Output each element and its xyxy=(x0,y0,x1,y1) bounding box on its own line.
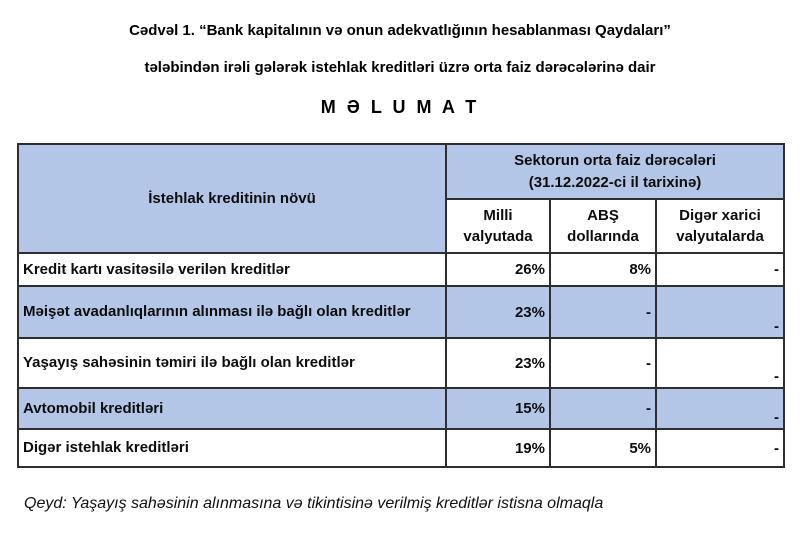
usd-value-cell: - xyxy=(550,388,656,429)
milli-value-cell: 23% xyxy=(446,338,550,388)
other-value-cell: - xyxy=(656,429,784,467)
table-row xyxy=(18,429,784,467)
usd-value-cell: 8% xyxy=(550,253,656,286)
footnote: Qeyd: Yaşayış sahəsinin alınmasına və tikintisinə verilmiş kreditlər istisna olmaqla xyxy=(24,495,604,512)
document-title xyxy=(27,12,773,86)
table-row xyxy=(18,388,784,429)
group-header-cell xyxy=(446,144,784,199)
group-header-line1: Sektorun orta faiz dərəcələri xyxy=(514,151,716,169)
other-value-cell: - xyxy=(656,338,784,388)
document-title-line1: Cədvəl 1. “Bank kapitalının və onun adekvatlığının hesablanması Qaydaları” xyxy=(129,22,671,39)
table-row xyxy=(18,338,784,388)
type-column-header-cell: İstehlak kreditinin növü xyxy=(18,144,446,253)
subheader-usd: ABŞ dollarında xyxy=(550,199,656,253)
subheader-national-currency: Milli valyutada xyxy=(446,199,550,253)
usd-value-cell: - xyxy=(550,338,656,388)
table-header-row-group xyxy=(18,144,784,199)
milli-value-cell: 19% xyxy=(446,429,550,467)
usd-value-cell: - xyxy=(550,286,656,338)
table-row xyxy=(18,286,784,338)
usd-value-cell: 5% xyxy=(550,429,656,467)
credit-type-cell: Digər istehlak kreditləri xyxy=(18,429,446,467)
document-title-line2: tələbindən irəli gələrək istehlak kreditləri üzrə orta faiz dərəcələrinə dair xyxy=(144,59,656,76)
milli-value-cell: 26% xyxy=(446,253,550,286)
other-value-cell: - xyxy=(656,388,784,429)
subheader-other-currencies: Digər xarici valyutalarda xyxy=(656,199,784,253)
info-heading: M Ə L U M A T xyxy=(320,97,480,117)
group-header-line2: (31.12.2022-ci il tarixinə) xyxy=(528,173,702,191)
other-value-cell: - xyxy=(656,286,784,338)
milli-value-cell: 23% xyxy=(446,286,550,338)
table-row xyxy=(18,253,784,286)
credit-type-cell: Yaşayış sahəsinin təmiri ilə bağlı olan kreditlər xyxy=(18,338,446,388)
credit-type-cell: Məişət avadanlıqlarının alınması ilə bağlı olan kreditlər xyxy=(18,286,446,338)
credit-type-cell: Avtomobil kreditləri xyxy=(18,388,446,429)
credit-type-cell: Kredit kartı vasitəsilə verilən kreditlər xyxy=(18,253,446,286)
milli-value-cell: 15% xyxy=(446,388,550,429)
interest-rates-table xyxy=(17,143,785,468)
other-value-cell: - xyxy=(656,253,784,286)
